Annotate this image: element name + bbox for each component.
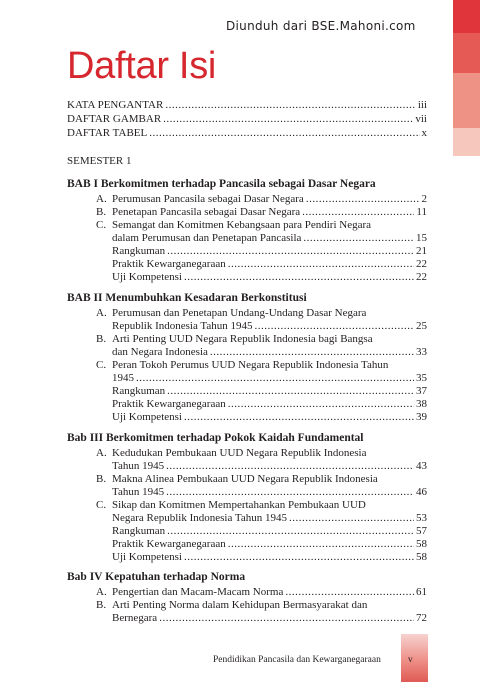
toc-leader-dots [302,206,414,219]
toc-entry-label: DAFTAR GAMBAR [67,113,162,125]
toc-entry-page: 25 [416,320,427,332]
side-band-mid [453,33,480,73]
toc-entry-letter: B. [96,473,107,485]
toc-leader-dots [167,385,414,398]
toc-entry-label: Praktik Kewarganegaraan [112,258,226,270]
toc-leader-dots [159,612,414,625]
toc-entry-label: Negara Republik Indonesia Tahun 1945 [112,512,287,524]
toc-leader-dots [165,99,416,112]
chapter-heading: Bab IV Kepatuhan terhadap Norma [67,571,246,583]
footer-page-number: v [408,655,413,665]
chapter-heading: BAB II Menumbuhkan Kesadaran Berkonstitusi [67,292,307,304]
toc-entry-page: 43 [416,460,427,472]
toc-entry-page: 11 [416,206,427,218]
toc-entry-line [96,599,367,612]
toc-entry-label: DAFTAR TABEL [67,127,148,139]
toc-leader-dots [184,271,414,284]
toc-entry-line [96,359,388,372]
toc-entry-page: 53 [416,512,427,524]
toc-entry-line [96,333,373,346]
toc-leader-dots [306,193,420,206]
toc-leader-dots [166,486,414,499]
toc-entry [112,385,427,398]
footer-accent-bar [401,634,428,682]
toc-entry-letter: C. [96,219,107,231]
toc-leader-dots [184,411,414,424]
toc-entry-line [96,499,366,512]
toc-leader-dots [228,398,414,411]
toc-entry [112,525,427,538]
toc-entry [112,320,427,333]
toc-entry-label: Perumusan dan Penetapan Undang-Undang Dasar Negara [112,307,367,319]
toc-entry-label: Rangkuman [112,245,166,257]
toc-entry-letter: B. [96,599,107,611]
toc-entry-label: Rangkuman [112,385,166,397]
toc-entry [112,245,427,258]
toc-entry [112,232,427,245]
chapter-heading: BAB I Berkomitmen terhadap Pancasila sebagai Dasar Negara [67,178,376,190]
side-band-bottom [453,128,480,156]
toc-entry-label: Praktik Kewarganegaraan [112,538,226,550]
semester-label: SEMESTER 1 [67,155,132,167]
chapter-heading: Bab III Berkomitmen terhadap Pokok Kaidah Fundamental [67,432,364,444]
toc-leader-dots [149,127,419,140]
toc-entry-label: Uji Kompetensi [112,551,182,563]
toc-entry-page: 58 [416,551,427,563]
toc-entry-label: Arti Penting Norma dalam Kehidupan Bermasyarakat dan [112,599,368,611]
toc-entry-label: Sikap dan Komitmen Mempertahankan Pembukaan UUD [112,499,366,511]
toc-entry-page: 46 [416,486,427,498]
toc-entry [112,346,427,359]
toc-entry-label: Rangkuman [112,525,166,537]
toc-leader-dots [167,245,414,258]
toc-entry-letter: C. [96,499,107,511]
toc-entry-line [96,219,371,232]
toc-leader-dots [285,586,414,599]
toc-entry-label: Republik Indonesia Tahun 1945 [112,320,253,332]
toc-entry-page: 33 [416,346,427,358]
toc-leader-dots [166,460,414,473]
side-band-top [453,0,480,33]
toc-leader-dots [184,551,414,564]
side-band-lower [453,73,480,128]
toc-entry-label: dan Negara Indonesia [112,346,208,358]
toc-entry [112,612,427,625]
toc-entry-label: KATA PENGANTAR [67,99,164,111]
toc-entry [112,398,427,411]
toc-entry-label: Penetapan Pancasila sebagai Dasar Negara [112,206,301,218]
toc-entry-letter: B. [96,333,107,345]
toc-entry-line [96,447,366,460]
toc-entry [112,372,427,385]
toc-entry-page: 15 [416,232,427,244]
toc-entry [67,127,427,140]
toc-entry-page: 57 [416,525,427,537]
toc-entry-label: Tahun 1945 [112,460,165,472]
toc-leader-dots [228,258,414,271]
toc-leader-dots [210,346,414,359]
toc-entry [96,193,427,206]
toc-entry-label: Tahun 1945 [112,486,165,498]
toc-entry-page: 72 [416,612,427,624]
toc-entry-label: Makna Alinea Pembukaan UUD Negara Republik Indonesia [112,473,378,485]
toc-leader-dots [289,512,414,525]
toc-entry-page: 2 [421,193,427,205]
toc-entry [67,113,427,126]
toc-entry-page: 39 [416,411,427,423]
toc-entry [112,411,427,424]
toc-entry-page: vii [415,113,427,125]
footer-book-title: Pendidikan Pancasila dan Kewarganegaraan [213,655,381,665]
toc-entry-line [96,473,378,486]
toc-leader-dots [136,372,414,385]
toc-entry-page: 22 [416,258,427,270]
toc-entry-letter: C. [96,359,107,371]
toc-entry-label: Uji Kompetensi [112,411,182,423]
toc-entry-letter: A. [96,586,107,598]
toc-entry-label: Kedudukan Pembukaan UUD Negara Republik Indonesia [112,447,367,459]
toc-entry [112,271,427,284]
toc-leader-dots [167,525,414,538]
toc-entry [67,99,427,112]
toc-entry [96,206,427,219]
toc-entry-label: Peran Tokoh Perumus UUD Negara Republik Indonesia Tahun [112,359,389,371]
toc-entry [112,538,427,551]
toc-entry-page: 38 [416,398,427,410]
toc-entry [112,486,427,499]
toc-leader-dots [254,320,414,333]
toc-entry-page: iii [417,99,427,111]
toc-leader-dots [163,113,413,126]
toc-entry-page: 37 [416,385,427,397]
toc-entry-label: Arti Penting UUD Negara Republik Indonesia bagi Bangsa [112,333,373,345]
page-title: Daftar Isi [67,45,217,87]
toc-entry [112,512,427,525]
watermark: Diunduh dari BSE.Mahoni.com [226,19,416,33]
toc-entry-label: Uji Kompetensi [112,271,182,283]
toc-entry-page: 21 [416,245,427,257]
toc-entry-label: Bernegara [112,612,158,624]
toc-entry-label: Semangat dan Komitmen Kebangsaan para Pendiri Negara [112,219,372,231]
toc-entry-label: dalam Perumusan dan Penetapan Pancasila [112,232,302,244]
toc-entry-label: Pengertian dan Macam-Macam Norma [112,586,284,598]
toc-entry-letter: A. [96,193,107,205]
toc-entry [112,460,427,473]
toc-entry-label: Praktik Kewarganegaraan [112,398,226,410]
toc-entry [96,586,427,599]
toc-entry-page: 61 [416,586,427,598]
toc-entry-line [96,307,366,320]
toc-entry [112,258,427,271]
toc-entry-page: x [421,127,427,139]
toc-leader-dots [303,232,414,245]
toc-entry-page: 58 [416,538,427,550]
toc-entry-letter: B. [96,206,107,218]
toc-entry-letter: A. [96,447,107,459]
toc-entry-letter: A. [96,307,107,319]
toc-leader-dots [228,538,414,551]
toc-entry-page: 35 [416,372,427,384]
toc-entry-label: Perumusan Pancasila sebagai Dasar Negara [112,193,304,205]
toc-entry [112,551,427,564]
toc-entry-page: 22 [416,271,427,283]
toc-entry-label: 1945 [112,372,134,384]
